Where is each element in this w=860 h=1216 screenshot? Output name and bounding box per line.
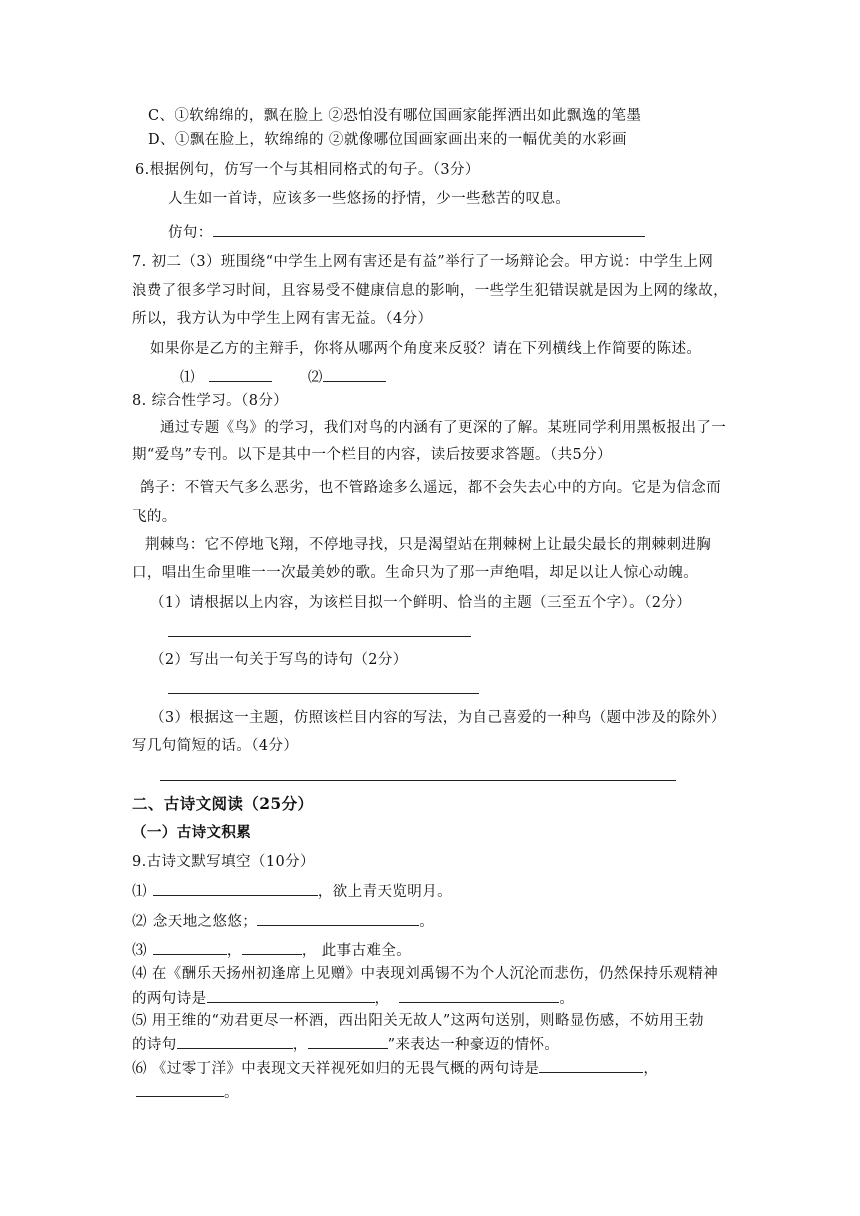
q9-item5-blank1[interactable]: [177, 1034, 293, 1049]
q9-item1: [132, 881, 452, 902]
q8-sub3-line2: 写几句简短的话。（4分）: [132, 738, 299, 754]
q7-blanks-row: [180, 367, 386, 388]
q9-item3-label: ⑶: [132, 943, 147, 959]
q9-item3-sep: ，: [226, 943, 242, 959]
q9-item1-label: ⑴: [132, 884, 147, 900]
q7-blank2-label: ⑵: [307, 370, 323, 386]
q7-question: 如果你是乙方的主辩手，你将从哪两个角度来反驳？请在下列横线上作简要的陈述。: [150, 341, 702, 357]
q9-item3-blank2[interactable]: [242, 940, 302, 955]
q7-line2: 浪费了很多学习时间，且容易受不健康信息的影响，一些学生犯错误就是因为上网的缘故，: [132, 283, 728, 299]
q8-pigeon-line1: 鸽子：不管天气多么恶劣，也不管路途多么遥远，都不会失去心中的方向。它是为信念而: [140, 480, 722, 496]
q5-option-c: C、①软绵绵的，飘在脸上 ②恐怕没有哪位国画家能挥洒出如此飘逸的笔墨: [148, 108, 642, 124]
q9-item4-line1: ⑷ 在《酬乐天扬州初逢席上见赠》中表现刘禹锡不为个人沉沦而悲伤，仍然保持乐观精神: [132, 966, 719, 982]
q7-line1: 7. 初二（3）班围绕“中学生上网有害还是有益”举行了一场辩论会。甲方说：中学生上网: [132, 254, 714, 270]
q6-answer-row: [168, 222, 645, 243]
q9-item2-blank[interactable]: [257, 911, 419, 926]
q6-answer-label: 仿句：: [168, 225, 213, 241]
q8-sub3-answer-line[interactable]: [160, 780, 676, 781]
q7-line3: 所以，我方认为中学生上网有害无益。（4分）: [132, 311, 433, 327]
q8-sub2-answer-line[interactable]: [168, 693, 479, 694]
q9-item2-end: 。: [419, 914, 435, 930]
q9-item2-text: 念天地之悠悠；: [152, 914, 258, 930]
q9-item2-label: ⑵: [132, 914, 147, 930]
q8-sub1-prompt: （1）请根据以上内容，为该栏目拟一个鲜明、恰当的主题（三至五个字）。（2分）: [150, 595, 692, 611]
q6-example: 人生如一首诗，应该多一些悠扬的抒情，少一些愁苦的叹息。: [168, 191, 571, 207]
q9-item6-text: ⑹ 《过零丁洋》中表现文天祥视死如归的无畏气概的两句诗是: [132, 1061, 540, 1077]
q8-prompt: 8. 综合性学习。（8分）: [132, 393, 289, 409]
section2-subtitle: （一）古诗文积累: [132, 824, 252, 841]
q6-answer-blank[interactable]: [213, 222, 645, 237]
q9-prompt: 9.古诗文默写填空（10分）: [132, 854, 315, 870]
q9-item3-text: ， 此事古难全。: [301, 943, 412, 959]
q7-blank1[interactable]: [209, 367, 272, 382]
q8-thornbird-line2: 口，唱出生命里唯一一次最美妙的歌。生命只为了那一声绝唱，却足以让人惊心动魄。: [132, 565, 699, 581]
q7-blank2[interactable]: [323, 367, 386, 382]
q9-item5-sep: ，: [292, 1037, 308, 1053]
q9-item1-text: ，欲上青天览明月。: [317, 884, 453, 900]
q8-thornbird-line1: 荆棘鸟：它不停地飞翔，不停地寻找，只是渴望站在荆棘树上让最尖最长的荆棘刺进胸: [145, 537, 712, 553]
q9-item4-line2: [132, 988, 574, 1009]
q9-item6-blank1[interactable]: [539, 1058, 643, 1073]
q9-item6-end: 。: [224, 1085, 239, 1101]
q9-item4-end: 。: [559, 991, 575, 1007]
q9-item5-blank2[interactable]: [308, 1034, 388, 1049]
q6-prompt: 6.根据例句，仿写一个与其相同格式的句子。（3分）: [135, 162, 480, 178]
q9-item6-line2: [136, 1082, 239, 1103]
q9-item6-comma: ，: [643, 1061, 659, 1077]
q9-item6-line1: [132, 1058, 658, 1079]
section2-title: 二、古诗文阅读（25分）: [132, 794, 314, 813]
q9-item3-blank1[interactable]: [153, 940, 227, 955]
q8-sub3-line1: （3）根据这一主题，仿照该栏目内容的写法，为自己喜爱的一种鸟（题中涉及的除外）: [150, 710, 726, 726]
q8-intro-line2: 期“爱鸟”专刊。以下是其中一个栏目的内容，读后按要求答题。（共5分）: [132, 447, 612, 463]
q9-item1-blank[interactable]: [153, 881, 318, 896]
q9-item5-end: ”来表达一种豪迈的情怀。: [387, 1037, 560, 1053]
q8-sub2-prompt: （2）写出一句关于写鸟的诗句（2分）: [150, 652, 408, 668]
q8-intro-line1: 通过专题《鸟》的学习，我们对鸟的内涵有了更深的了解。某班同学利用黑板报出了一: [160, 420, 727, 436]
q9-item5-line1: ⑸ 用王维的“劝君更尽一杯酒，西出阳关无故人”这两句送别，则略显伤感，不妨用王勃: [132, 1013, 704, 1029]
q9-item4-sep: ，: [374, 991, 390, 1007]
q5-option-d: D、①飘在脸上，软绵绵的 ②就像哪位国画家画出来的一幅优美的水彩画: [148, 132, 627, 148]
q7-blank1-label: ⑴: [180, 370, 195, 386]
q8-sub1-answer-line[interactable]: [168, 636, 471, 637]
q9-item3: [132, 940, 411, 961]
q9-item5-line2: [132, 1034, 559, 1055]
q9-item2: [132, 911, 434, 932]
q9-item5-prefix: 的诗句: [132, 1037, 177, 1053]
q9-item4-prefix: 的两句诗是: [132, 991, 207, 1007]
q9-item4-blank2[interactable]: [399, 988, 559, 1003]
q8-pigeon-line2: 飞的。: [132, 509, 177, 525]
q9-item6-blank2[interactable]: [136, 1082, 224, 1097]
q9-item4-blank1[interactable]: [207, 988, 375, 1003]
